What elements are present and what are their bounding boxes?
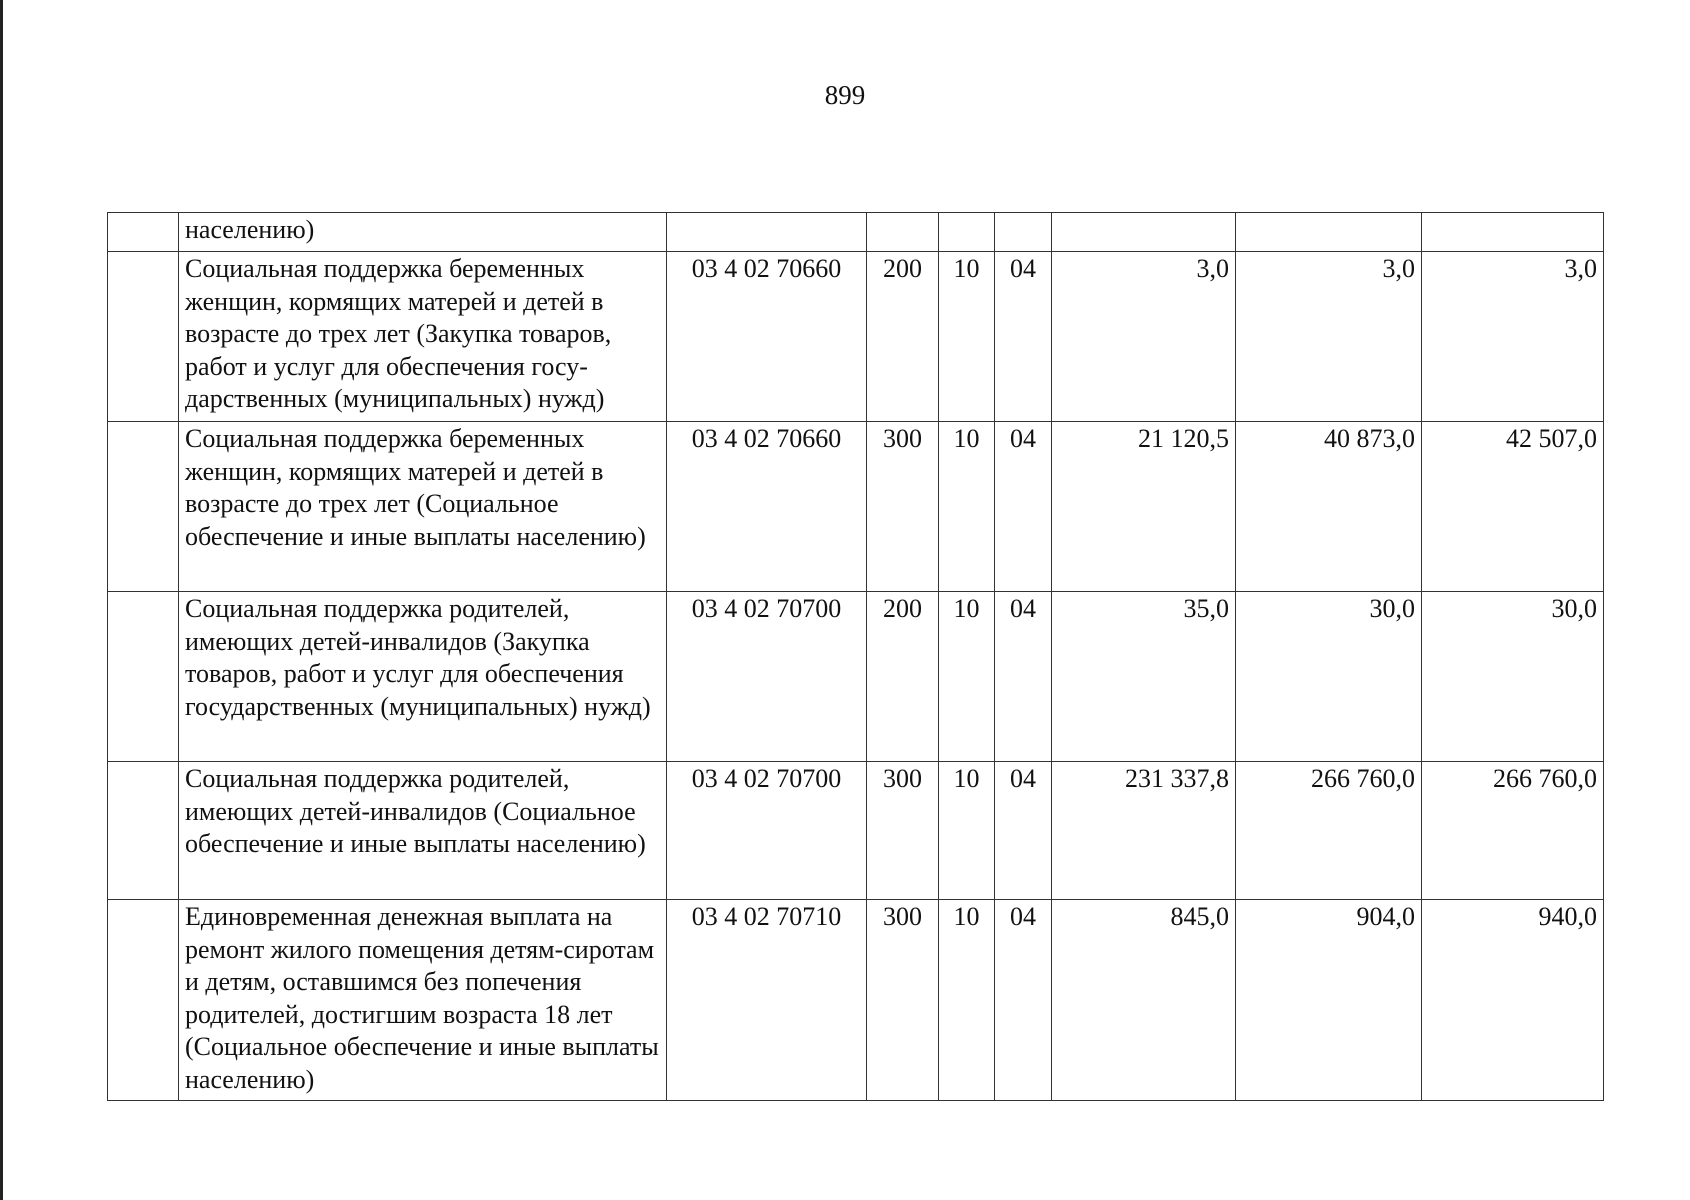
table-row bbox=[108, 592, 1604, 762]
section-code: 10 bbox=[939, 422, 995, 592]
page-number: 899 bbox=[824, 80, 866, 110]
row-number-cell bbox=[108, 252, 179, 422]
target-article-code: 03 4 02 70660 bbox=[667, 252, 867, 422]
amount-year-2: 40 873,0 bbox=[1236, 422, 1422, 592]
subsection-code bbox=[995, 213, 1052, 252]
table-row bbox=[108, 900, 1604, 1101]
target-article-code: 03 4 02 70660 bbox=[667, 422, 867, 592]
item-name: населению) bbox=[179, 213, 667, 252]
budget-table bbox=[107, 212, 1604, 1101]
amount-year-2 bbox=[1236, 213, 1422, 252]
amount-year-1 bbox=[1052, 213, 1236, 252]
section-code: 10 bbox=[939, 592, 995, 762]
expense-type-code: 300 bbox=[867, 762, 939, 900]
subsection-code: 04 bbox=[995, 422, 1052, 592]
section-code: 10 bbox=[939, 900, 995, 1101]
item-name: Социальная поддержка беременных женщин, кормящих матерей и детей в возрасте до трех лет (Социальное обеспечение и иные выплаты населению) bbox=[179, 422, 667, 592]
target-article-code: 03 4 02 70700 bbox=[667, 762, 867, 900]
amount-year-1: 845,0 bbox=[1052, 900, 1236, 1101]
target-article-code bbox=[667, 213, 867, 252]
subsection-code: 04 bbox=[995, 900, 1052, 1101]
amount-year-2: 30,0 bbox=[1236, 592, 1422, 762]
section-code bbox=[939, 213, 995, 252]
subsection-code: 04 bbox=[995, 252, 1052, 422]
table-row bbox=[108, 762, 1604, 900]
amount-year-3: 3,0 bbox=[1422, 252, 1604, 422]
amount-year-2: 266 760,0 bbox=[1236, 762, 1422, 900]
row-number-cell bbox=[108, 762, 179, 900]
item-name: Социальная поддержка родителей, имеющих детей-инвалидов (Социальное обеспечение и иные выплаты населению) bbox=[179, 762, 667, 900]
amount-year-2: 904,0 bbox=[1236, 900, 1422, 1101]
amount-year-3 bbox=[1422, 213, 1604, 252]
item-name: Социальная поддержка родителей, имеющих детей-инвалидов (Закупка товаров, работ и услуг для обеспечения государственных (муниципальных) нужд) bbox=[179, 592, 667, 762]
amount-year-3: 266 760,0 bbox=[1422, 762, 1604, 900]
amount-year-1: 35,0 bbox=[1052, 592, 1236, 762]
section-code: 10 bbox=[939, 762, 995, 900]
amount-year-3: 940,0 bbox=[1422, 900, 1604, 1101]
amount-year-1: 3,0 bbox=[1052, 252, 1236, 422]
item-name: Социальная поддержка беременных женщин, кормящих матерей и детей в возрасте до трех лет (Закупка товаров, работ и услуг для обеспечения государственных (муниципальных) нужд) bbox=[179, 252, 667, 422]
amount-year-3: 30,0 bbox=[1422, 592, 1604, 762]
amount-year-2: 3,0 bbox=[1236, 252, 1422, 422]
item-name: Единовременная денежная выплата на ремонт жилого помещения детям-сиротам и детям, оставшимся без попечения родителей, достигшим возраста 18 лет (Социальное обеспечение и иные выплаты населению) bbox=[179, 900, 667, 1101]
expense-type-code: 300 bbox=[867, 900, 939, 1101]
row-number-cell bbox=[108, 213, 179, 252]
amount-year-3: 42 507,0 bbox=[1422, 422, 1604, 592]
target-article-code: 03 4 02 70700 bbox=[667, 592, 867, 762]
expense-type-code: 300 bbox=[867, 422, 939, 592]
expense-type-code: 200 bbox=[867, 592, 939, 762]
subsection-code: 04 bbox=[995, 592, 1052, 762]
target-article-code: 03 4 02 70710 bbox=[667, 900, 867, 1101]
table-row bbox=[108, 252, 1604, 422]
row-number-cell bbox=[108, 592, 179, 762]
row-number-cell bbox=[108, 900, 179, 1101]
table-row bbox=[108, 422, 1604, 592]
amount-year-1: 231 337,8 bbox=[1052, 762, 1236, 900]
table-row bbox=[108, 213, 1604, 252]
subsection-code: 04 bbox=[995, 762, 1052, 900]
expense-type-code: 200 bbox=[867, 252, 939, 422]
expense-type-code bbox=[867, 213, 939, 252]
amount-year-1: 21 120,5 bbox=[1052, 422, 1236, 592]
row-number-cell bbox=[108, 422, 179, 592]
page-edge-line bbox=[0, 0, 3, 1200]
section-code: 10 bbox=[939, 252, 995, 422]
